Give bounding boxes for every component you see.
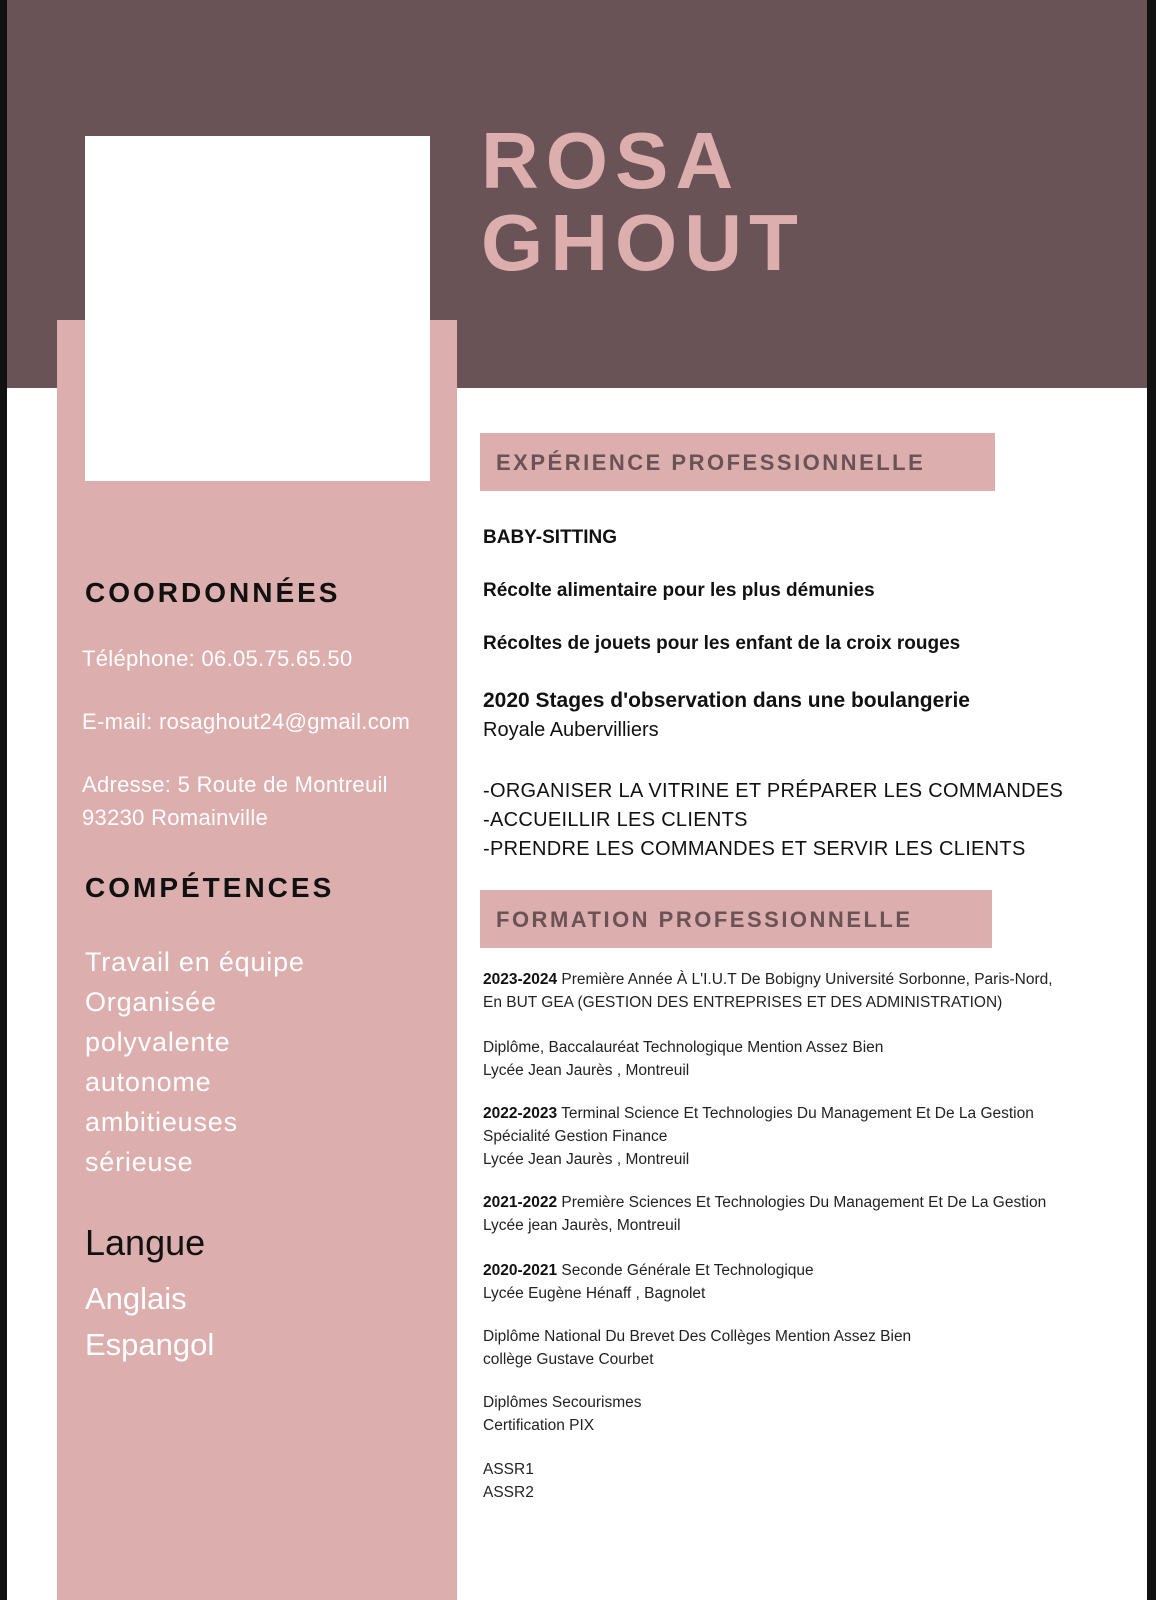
education-text: En BUT GEA (GESTION DES ENTREPRISES ET DES ADMINISTRATION) bbox=[483, 994, 1003, 1011]
photo-placeholder bbox=[85, 136, 430, 481]
education-text: Diplômes Secourismes bbox=[483, 1394, 642, 1411]
education-entry bbox=[483, 1391, 642, 1437]
languages-list bbox=[85, 1276, 214, 1368]
task-item: -ACCUEILLIR LES CLIENTS bbox=[483, 809, 748, 831]
education-text: collège Gustave Courbet bbox=[483, 1351, 654, 1368]
education-entry bbox=[483, 1191, 1046, 1237]
first-name: ROSA bbox=[481, 116, 741, 205]
experience-section-bar bbox=[480, 433, 995, 491]
education-text: ASSR1 bbox=[483, 1461, 534, 1478]
education-text: Certification PIX bbox=[483, 1417, 595, 1434]
experience-item: Récoltes de jouets pour les enfant de la croix rouges bbox=[483, 633, 961, 654]
task-item: -ORGANISER LA VITRINE ET PRÉPARER LES COMMANDES bbox=[483, 780, 1064, 802]
skill-item: sérieuse bbox=[85, 1147, 194, 1177]
education-text: Lycée jean Jaurès, Montreuil bbox=[483, 1217, 681, 1234]
experience-task-list bbox=[483, 777, 1063, 864]
language-item: Espangol bbox=[85, 1327, 215, 1362]
education-section-bar bbox=[480, 890, 992, 948]
education-text: Lycée Jean Jaurès , Montreuil bbox=[483, 1151, 690, 1168]
education-text: Lycée Eugène Hénaff , Bagnolet bbox=[483, 1285, 706, 1302]
education-heading: FORMATION PROFESSIONNELLE bbox=[496, 907, 913, 932]
education-entry bbox=[483, 1259, 814, 1305]
experience-internship-place: Royale Aubervilliers bbox=[483, 719, 659, 741]
education-text: ASSR2 bbox=[483, 1484, 534, 1501]
task-item: -PRENDRE LES COMMANDES ET SERVIR LES CLIENTS bbox=[483, 838, 1026, 860]
education-entry bbox=[483, 1458, 534, 1504]
experience-item: BABY-SITTING bbox=[483, 527, 618, 548]
skill-item: polyvalente bbox=[85, 1027, 231, 1057]
education-text: Spécialité Gestion Finance bbox=[483, 1128, 668, 1145]
candidate-name bbox=[481, 116, 805, 287]
experience-internship-title: 2020 Stages d'observation dans une boulangerie bbox=[483, 689, 970, 712]
education-text: Première Année À L'I.U.T De Bobigny Université Sorbonne, Paris-Nord, bbox=[557, 971, 1053, 988]
skill-item: ambitieuses bbox=[85, 1107, 238, 1137]
education-text: Lycée Jean Jaurès , Montreuil bbox=[483, 1062, 690, 1079]
skill-item: autonome bbox=[85, 1067, 212, 1097]
languages-heading: Langue bbox=[85, 1222, 206, 1263]
skill-item: Travail en équipe bbox=[85, 947, 305, 977]
address-line-1: Adresse: 5 Route de Montreuil bbox=[82, 772, 388, 797]
contact-heading: COORDONNÉES bbox=[85, 577, 341, 608]
education-year: 2022-2023 bbox=[483, 1105, 558, 1122]
education-text: Diplôme, Baccalauréat Technologique Mention Assez Bien bbox=[483, 1039, 884, 1056]
skills-list bbox=[85, 942, 305, 1182]
skills-heading: COMPÉTENCES bbox=[85, 872, 335, 903]
experience-heading: EXPÉRIENCE PROFESSIONNELLE bbox=[496, 450, 926, 475]
education-entry bbox=[483, 968, 1053, 1014]
email-text: E-mail: rosaghout24@gmail.com bbox=[82, 709, 411, 734]
resume-page bbox=[7, 0, 1147, 1600]
education-entry bbox=[483, 1325, 911, 1371]
education-text: Seconde Générale Et Technologique bbox=[557, 1262, 814, 1279]
education-text: Terminal Science Et Technologies Du Management Et De La Gestion bbox=[557, 1105, 1034, 1122]
education-text: Diplôme National Du Brevet Des Collèges Mention Assez Bien bbox=[483, 1328, 912, 1345]
education-year: 2021-2022 bbox=[483, 1194, 558, 1211]
education-year: 2023-2024 bbox=[483, 971, 558, 988]
language-item: Anglais bbox=[85, 1281, 187, 1316]
education-entry bbox=[483, 1102, 1034, 1171]
phone-text: Téléphone: 06.05.75.65.50 bbox=[82, 646, 353, 671]
address-line-2: 93230 Romainville bbox=[82, 805, 269, 830]
education-year: 2020-2021 bbox=[483, 1262, 558, 1279]
last-name: GHOUT bbox=[481, 198, 805, 287]
experience-item: Récolte alimentaire pour les plus démunies bbox=[483, 580, 875, 601]
skill-item: Organisée bbox=[85, 987, 217, 1017]
education-text: Première Sciences Et Technologies Du Management Et De La Gestion bbox=[557, 1194, 1047, 1211]
education-entry bbox=[483, 1036, 883, 1082]
